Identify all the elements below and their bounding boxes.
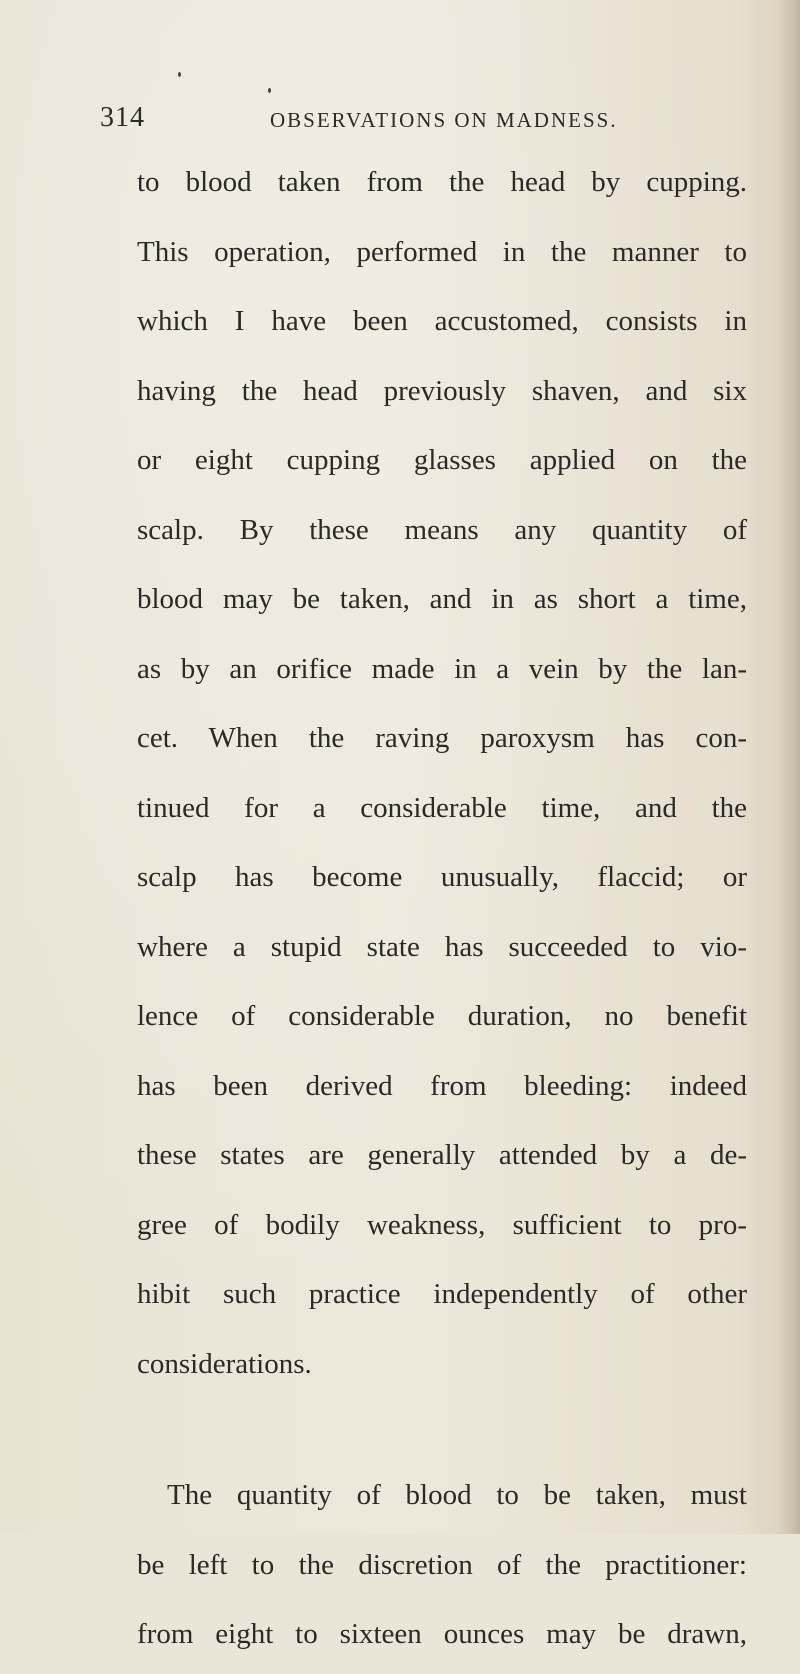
text-line: gree of bodily weakness, sufficient to pro-	[137, 1208, 747, 1241]
text-line: cet. When the raving paroxysm has con-	[137, 722, 747, 754]
running-head: OBSERVATIONS ON MADNESS.	[270, 108, 618, 132]
body-text	[137, 152, 747, 1674]
text-line: these states are generally attended by a de-	[137, 1139, 747, 1171]
text-line: lence of considerable duration, no benefit	[137, 1000, 747, 1032]
text-line: as by an orifice made in a vein by the lan-	[137, 652, 747, 685]
ink-speck	[178, 72, 181, 77]
text-line: This operation, performed in the manner to	[137, 235, 747, 268]
text-line: has been derived from bleeding: indeed	[137, 1069, 747, 1102]
text-line: having the head previously shaven, and six	[137, 374, 747, 407]
text-line: to blood taken from the head by cupping.	[137, 166, 747, 198]
text-line: be left to the discretion of the practitioner:	[137, 1548, 747, 1581]
text-line: The quantity of blood to be taken, must	[167, 1479, 747, 1511]
text-line: tinued for a considerable time, and the	[137, 791, 747, 824]
text-line: blood may be taken, and in as short a time,	[137, 583, 747, 615]
text-line: scalp. By these means any quantity of	[137, 513, 747, 546]
page-number: 314	[100, 102, 145, 133]
page-edge-shadow	[778, 0, 800, 1534]
ink-speck	[268, 88, 271, 93]
text-line: considerations.	[137, 1347, 312, 1380]
paragraph-1	[137, 152, 747, 1403]
page-header	[100, 100, 760, 140]
paragraph-2	[137, 1465, 747, 1674]
text-line: scalp has become unusually, flaccid; or	[137, 861, 747, 893]
text-line: where a stupid state has succeeded to vio-	[137, 930, 747, 963]
text-line: hibit such practice independently of other	[137, 1278, 747, 1310]
text-line: which I have been accustomed, consists in	[137, 305, 747, 337]
text-line: or eight cupping glasses applied on the	[137, 444, 747, 476]
text-line: from eight to sixteen ounces may be drawn,	[137, 1618, 747, 1650]
paragraph-gap	[137, 1403, 747, 1465]
